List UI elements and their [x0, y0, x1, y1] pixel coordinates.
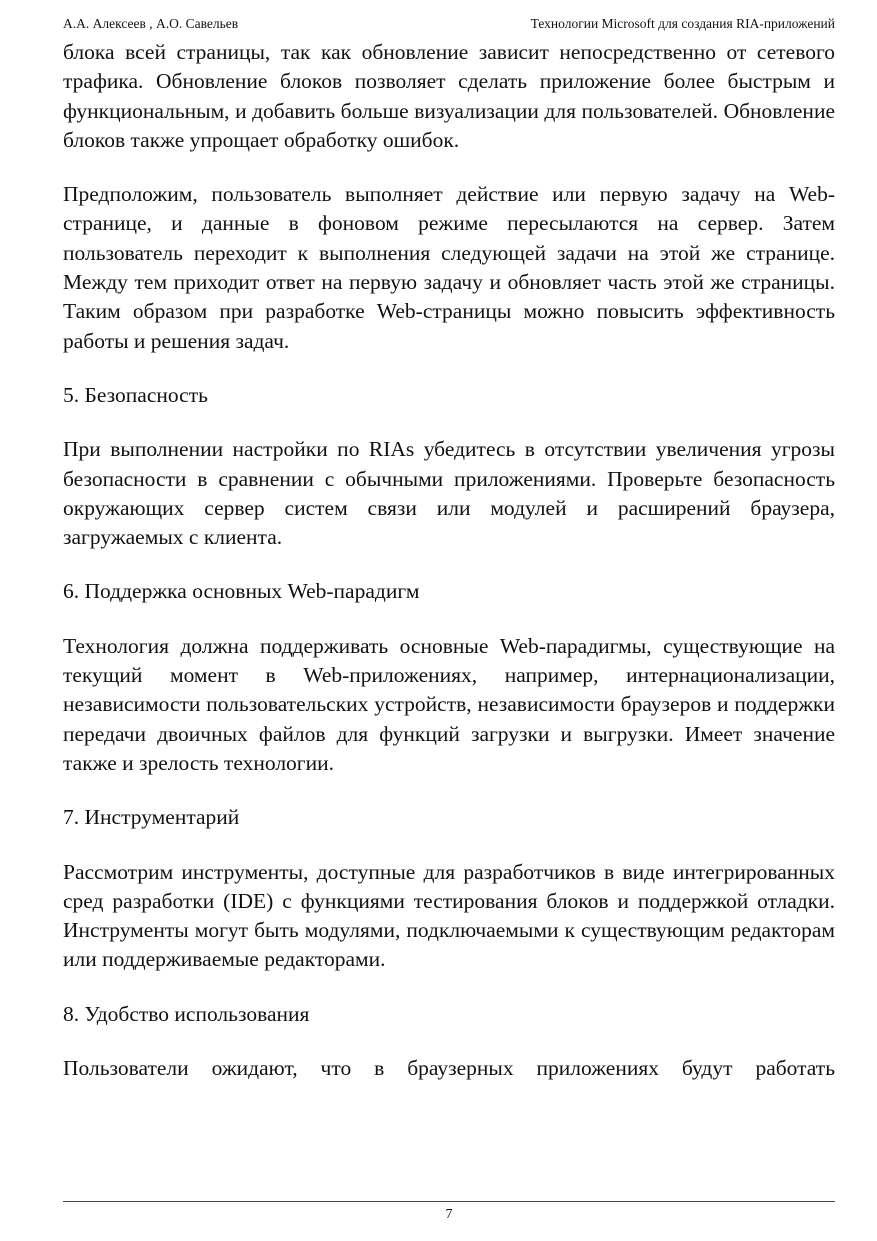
page-header — [63, 14, 835, 34]
section-heading-tools: 7. Инструментарий — [63, 805, 240, 830]
paragraph-background-request: Предположим, пользователь выполняет действие или первую задачу на Web-странице, и данные в фоновом режиме пересылаются на сервер. Затем пользователь переходит к выполнения следующей задачи на этой же странице. Между тем приходит ответ на первую задачу и обновляет часть этой же страницы. Таким образом при разработке Web-страницы можно повысить эффективность работы и решения задач. — [63, 182, 835, 353]
section-heading-security: 5. Безопасность — [63, 382, 208, 407]
section-heading-web-paradigms: 6. Поддержка основных Web-парадигм — [63, 579, 420, 604]
paragraph-security: При выполнении настройки по RIAs убедитесь в отсутствии увеличения угрозы безопасности в сравнении с обычными приложениями. Проверьте безопасность окружающих сервер систем связи или модулей и расширений браузера, загружаемых с клиента. — [63, 437, 835, 550]
section-heading-usability: 8. Удобство использования — [63, 1001, 310, 1026]
page-number: 7 — [445, 1207, 453, 1222]
footer-divider — [63, 1201, 835, 1202]
paragraph-tools: Рассмотрим инструменты, доступные для разработчиков в виде интегрированных сред разработки (IDE) с функциями тестирования блоков и поддержкой отладки. Инструменты могут быть модулями, подключаемыми к существующим редакторам или поддерживаемые редакторами. — [63, 859, 835, 972]
paragraph-usability: Пользователи ожидают, что в браузерных приложениях будут работать — [63, 1056, 835, 1081]
header-authors: А.А. Алексеев , А.О. Савельев — [63, 16, 239, 31]
paragraph-web-paradigms: Технология должна поддерживать основные Web-парадигмы, существующие на текущий момент в Web-приложениях, например, интернационализации, независимости пользовательских устройств, независимости браузеров и поддержки передачи двоичных файлов для функций загрузки и выгрузки. Имеет значение также и зрелость технологии. — [63, 633, 835, 775]
page-content — [63, 38, 835, 1083]
paragraph-block-update: блока всей страницы, так как обновление зависит непосредственно от сетевого трафика. Обновление блоков позволяет сделать приложение более быстрым и функциональным, и добавить больше визуализации для пользователей. Обновление блоков также упрощает обработку ошибок. — [63, 40, 835, 152]
header-title: Технологии Microsoft для создания RIA-приложений — [530, 16, 835, 31]
